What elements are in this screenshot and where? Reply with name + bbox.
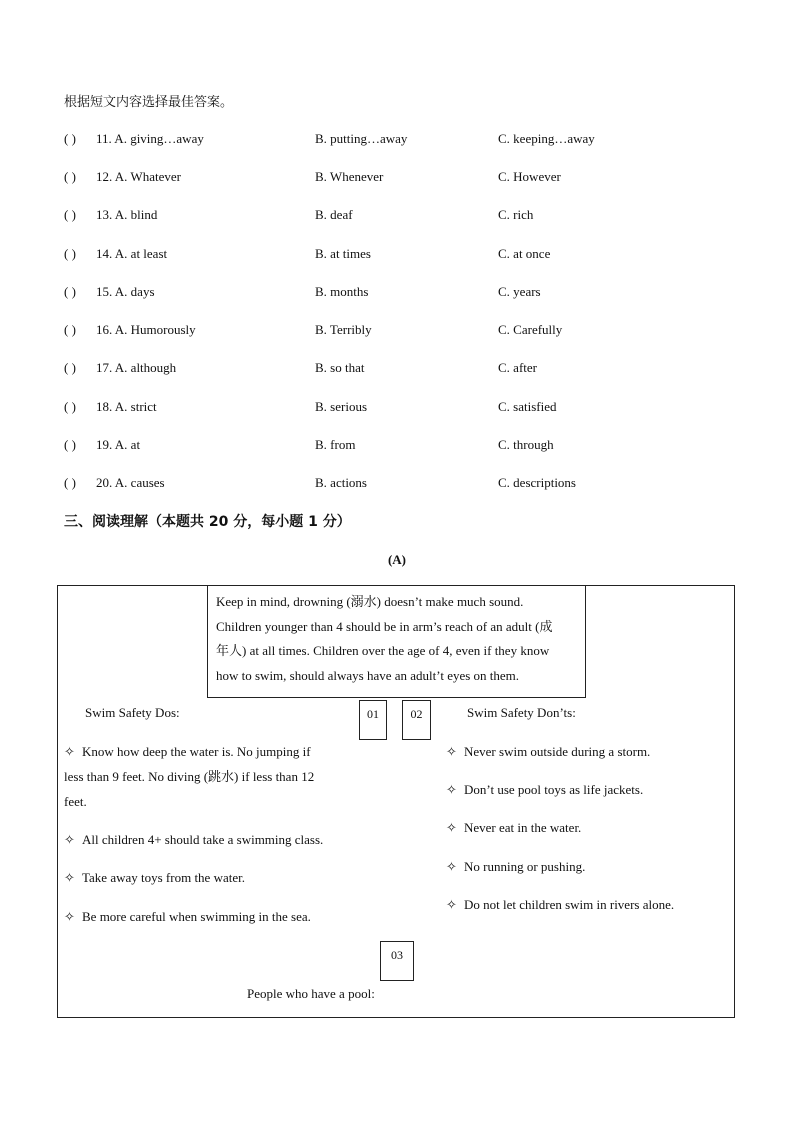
question-row <box>64 437 764 457</box>
diamond-bullet-icon: ✧ <box>446 782 457 797</box>
option-a: 15. A. days <box>96 284 155 299</box>
option-c: C. rich <box>498 207 534 222</box>
diamond-bullet-icon: ✧ <box>446 744 457 759</box>
dos-text: less than 9 feet. No diving (跳水) if less than 12 <box>64 769 315 784</box>
dos-item <box>64 904 311 929</box>
dos-text: Be more careful when swimming in the sea. <box>82 909 311 924</box>
dos-item <box>64 739 344 814</box>
note-line: how to swim, should always have an adult’t eyes on them. <box>216 667 520 683</box>
dos-text: feet. <box>64 794 87 809</box>
answer-blank[interactable]: ( ) <box>64 399 76 414</box>
question-row <box>64 207 764 227</box>
answer-blank[interactable]: ( ) <box>64 131 76 146</box>
option-a: 14. A. at least <box>96 246 168 261</box>
pool-owners-heading: People who have a pool: <box>247 986 375 1001</box>
option-c: C. after <box>498 360 537 375</box>
diamond-bullet-icon: ✧ <box>64 909 75 924</box>
option-b: B. from <box>315 437 356 452</box>
diamond-bullet-icon: ✧ <box>446 859 457 874</box>
answer-blank[interactable]: ( ) <box>64 284 76 299</box>
note-line: Keep in mind, drowning (溺水) doesn’t make much sound. <box>216 594 524 609</box>
option-b: B. Terribly <box>315 322 372 337</box>
donts-item <box>446 739 650 764</box>
donts-text: Never eat in the water. <box>464 820 582 835</box>
donts-item <box>446 854 585 879</box>
dos-text: Know how deep the water is. No jumping if <box>82 744 311 759</box>
option-c: C. years <box>498 284 541 299</box>
option-a: 19. A. at <box>96 437 141 452</box>
dos-text: Take away toys from the water. <box>82 870 245 885</box>
option-b: B. serious <box>315 399 367 414</box>
donts-text: Do not let children swim in rivers alone. <box>464 897 675 912</box>
option-b: B. so that <box>315 360 365 375</box>
donts-item <box>446 777 643 802</box>
answer-blank[interactable]: ( ) <box>64 207 76 222</box>
diamond-bullet-icon: ✧ <box>64 744 75 759</box>
diamond-bullet-icon: ✧ <box>446 897 457 912</box>
question-row <box>64 475 764 495</box>
option-b: B. at times <box>315 246 371 261</box>
safety-note-box <box>207 585 586 698</box>
dos-text: All children 4+ should take a swimming class. <box>82 832 324 847</box>
note-line: 年人) at all times. Children over the age of 4, even if they know <box>216 643 550 658</box>
question-row <box>64 284 764 304</box>
option-b: B. Whenever <box>315 169 384 184</box>
option-a: 18. A. strict <box>96 399 157 414</box>
option-c: C. Carefully <box>498 322 563 337</box>
instruction-text: 根据短文内容选择最佳答案。 <box>64 94 234 109</box>
question-row <box>64 246 764 266</box>
option-b: B. months <box>315 284 369 299</box>
option-c: C. However <box>498 169 561 184</box>
option-a: 13. A. blind <box>96 207 158 222</box>
note-line: Children younger than 4 should be in arm’s reach of an adult (成 <box>216 618 553 634</box>
answer-blank[interactable]: ( ) <box>64 437 76 452</box>
diamond-bullet-icon: ✧ <box>64 870 75 885</box>
donts-heading: Swim Safety Don’ts: <box>467 705 576 720</box>
blank-box-02[interactable]: 02 <box>402 700 431 740</box>
question-row <box>64 322 764 342</box>
option-c: C. through <box>498 437 554 452</box>
answer-blank[interactable]: ( ) <box>64 246 76 261</box>
option-b: B. deaf <box>315 207 353 222</box>
donts-text: Never swim outside during a storm. <box>464 744 651 759</box>
blank-box-03[interactable]: 03 <box>380 941 414 981</box>
section-title: 三、阅读理解（本题共 20 分，每小题 1 分） <box>64 514 351 530</box>
donts-item <box>446 815 581 840</box>
option-b: B. putting…away <box>315 131 408 146</box>
dos-item <box>64 827 323 852</box>
option-a: 16. A. Humorously <box>96 322 196 337</box>
option-c: C. at once <box>498 246 551 261</box>
answer-blank[interactable]: ( ) <box>64 322 76 337</box>
question-row <box>64 131 764 151</box>
dos-heading: Swim Safety Dos: <box>85 705 180 720</box>
donts-text: Don’t use pool toys as life jackets. <box>464 782 644 797</box>
donts-item <box>446 892 674 917</box>
answer-blank[interactable]: ( ) <box>64 360 76 375</box>
option-a: 17. A. although <box>96 360 177 375</box>
option-c: C. descriptions <box>498 475 576 490</box>
option-a: 12. A. Whatever <box>96 169 181 184</box>
dos-item <box>64 865 245 890</box>
option-a: 20. A. causes <box>96 475 165 490</box>
diamond-bullet-icon: ✧ <box>446 820 457 835</box>
blank-box-01[interactable]: 01 <box>359 700 387 740</box>
question-row <box>64 399 764 419</box>
option-b: B. actions <box>315 475 367 490</box>
option-a: 11. A. giving…away <box>96 131 204 146</box>
diamond-bullet-icon: ✧ <box>64 832 75 847</box>
passage-label: (A) <box>387 552 407 567</box>
question-row <box>64 169 764 189</box>
option-c: C. keeping…away <box>498 131 595 146</box>
answer-blank[interactable]: ( ) <box>64 169 76 184</box>
donts-text: No running or pushing. <box>464 859 586 874</box>
question-row <box>64 360 764 380</box>
answer-blank[interactable]: ( ) <box>64 475 76 490</box>
option-c: C. satisfied <box>498 399 557 414</box>
